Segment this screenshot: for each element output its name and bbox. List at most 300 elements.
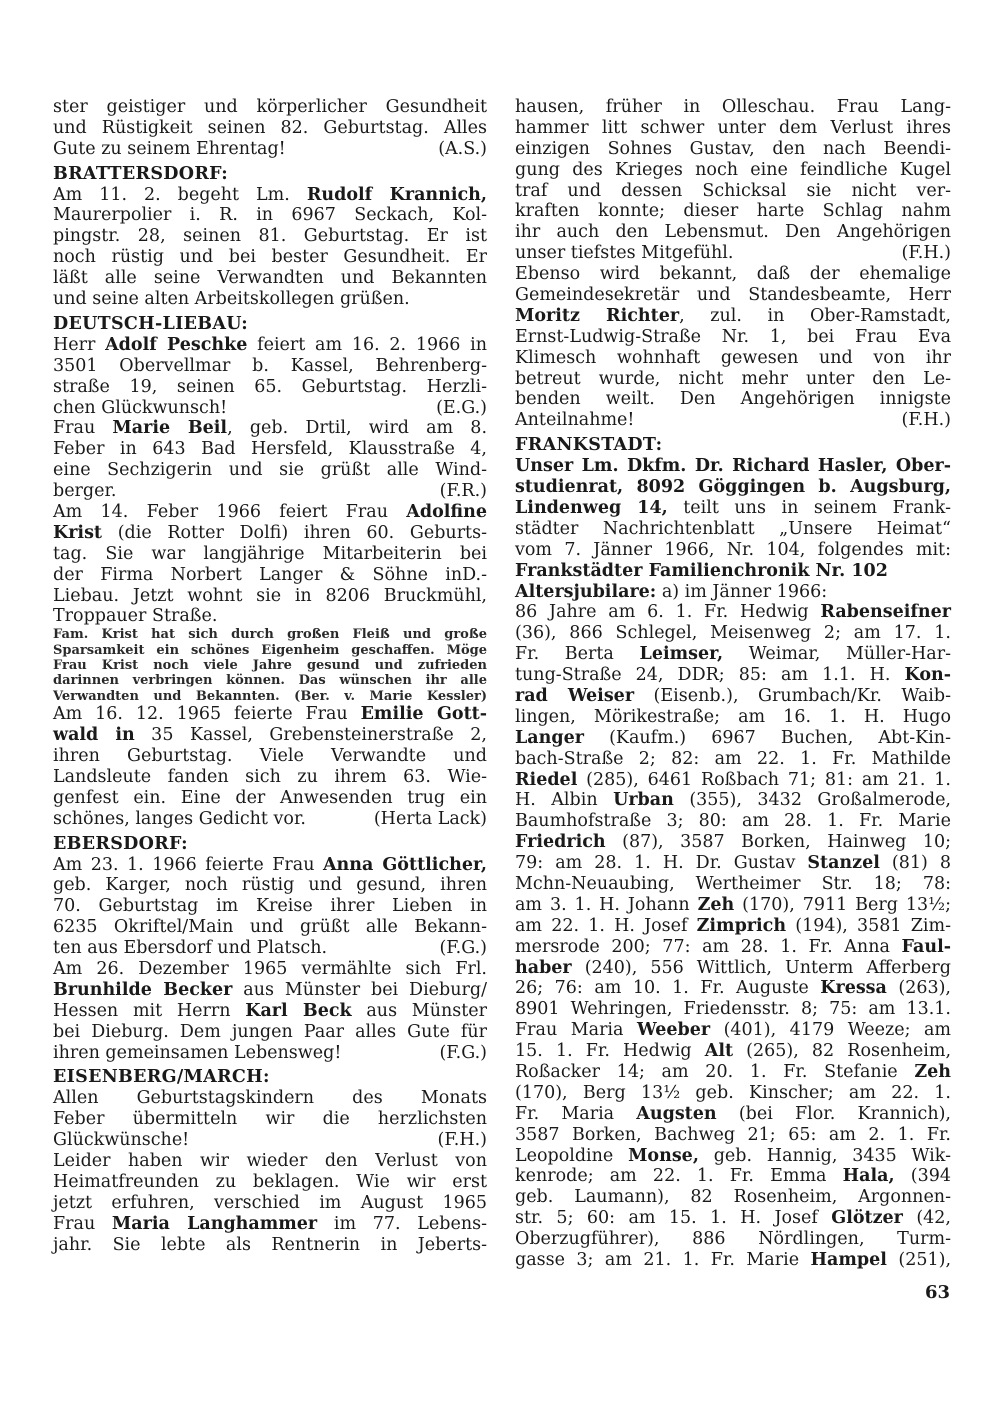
text-segment: (42, <box>902 1208 951 1229</box>
text-segment: hammer litt schwer unter dem Verlust ihres <box>515 117 951 138</box>
text-segment: , geb. Drtil, wird am 8. <box>227 418 488 439</box>
text-segment: (Eisenb.), Grumbach/Kr. Waib- <box>634 685 952 706</box>
text-line <box>53 398 487 419</box>
text-segment: Hessen mit Herrn <box>53 1000 246 1021</box>
text-segment: Am 11. 2. begeht Lm. <box>53 184 307 205</box>
paragraph <box>53 855 487 959</box>
bold-name: Moritz Richter <box>515 305 680 326</box>
text-segment: (170), Berg 13½ geb. Kinscher; am 22. 1. <box>515 1082 951 1103</box>
text-line <box>53 980 487 1001</box>
text-segment: (251), <box>886 1250 952 1270</box>
text-segment: 3501 Obervellmar b. Kassel, Behrenberg- <box>53 355 487 376</box>
section-heading: FRANKSTADT: <box>515 435 663 456</box>
text-segment: (394 <box>894 1166 951 1187</box>
text-line <box>515 602 951 623</box>
text-segment: Sparsamkeit ein schönes Eigenheim geschaffen. Möge <box>53 642 487 658</box>
bold-name: wald in <box>53 725 135 746</box>
text-segment: 70. Geburtstag im Kreise ihrer Lieben in <box>53 896 487 917</box>
text-segment: straße 19, seinen 65. Geburtstag. Herzli- <box>53 376 487 397</box>
text-line <box>53 917 487 938</box>
text-segment: 86 Jahre am 6. 1. Fr. Hedwig <box>515 602 821 623</box>
text-segment: ihren Geburtstag. Viele Verwandte und <box>53 746 487 767</box>
text-segment: Ernst-Ludwig-Straße Nr. 1, bei Frau Eva <box>515 326 951 347</box>
bold-name: Faul- <box>901 936 951 957</box>
bold-name: Glötzer <box>831 1208 903 1229</box>
text-line <box>53 97 487 118</box>
paragraph <box>53 502 487 627</box>
text-segment: berger. <box>53 481 117 502</box>
text-line <box>515 97 951 118</box>
bold-name: Frankstädter Familienchronik Nr. 102 <box>515 560 888 581</box>
text-segment: 6235 Okriftel/Main und grüßt alle Bekann- <box>53 917 487 938</box>
bold-name: Leimser, <box>639 644 724 665</box>
bold-name: Stanzel <box>807 853 880 874</box>
text-segment: 35 Kassel, Grebensteinerstraße 2, <box>134 725 487 746</box>
paragraph <box>53 97 487 160</box>
bold-name: Rabenseifner <box>820 602 951 623</box>
text-segment: Leopoldine <box>515 1145 629 1166</box>
text-line <box>53 418 487 439</box>
text-segment: (285), 6461 Roßbach 71; 81: am 21. 1. <box>577 769 951 790</box>
text-line <box>515 327 951 348</box>
text-segment: Landsleute fanden sich zu ihrem 63. Wie- <box>53 766 487 787</box>
text-segment: tung-Straße 24, DDR; 85: am 1.1. H. <box>515 665 905 686</box>
text-line <box>53 502 487 523</box>
text-segment: feiert am 16. 2. 1966 in <box>247 334 487 355</box>
text-line <box>515 1125 951 1146</box>
text-segment: Verwandten und Bekannten. (Ber. v. Marie Kessler) <box>53 688 487 704</box>
text-segment: Am 23. 1. 1966 feierte Frau <box>53 854 323 875</box>
bold-name: Augsten <box>636 1103 717 1124</box>
bold-name: Rudolf Krannich, <box>306 184 487 205</box>
text-line <box>53 725 487 746</box>
text-segment: (240), 556 Wittlich, Unterm Afferberg <box>571 957 951 978</box>
text-segment: Klimesch wohnhaft gewesen und von ihr <box>515 347 951 368</box>
paragraph <box>53 185 487 310</box>
bold-name: Urban <box>613 790 674 811</box>
text-line <box>53 704 487 725</box>
text-line <box>515 623 951 644</box>
bold-name: haber <box>515 957 572 978</box>
line-text <box>53 1130 189 1151</box>
text-line <box>515 477 951 498</box>
text-line <box>53 855 487 876</box>
text-line <box>515 348 951 369</box>
text-segment: Allen Geburtstagskindern des Monats <box>53 1088 487 1109</box>
text-line <box>53 896 487 917</box>
bold-name: Lindenweg 14, <box>515 497 668 518</box>
paragraph <box>515 602 951 1271</box>
text-line <box>515 937 951 958</box>
text-line <box>53 1088 487 1109</box>
text-line <box>53 767 487 788</box>
text-segment: (170), 7911 Berg 13½; <box>734 894 951 915</box>
text-segment: hausen, früher in Olleschau. Frau Lang- <box>515 97 951 117</box>
text-line <box>515 832 951 853</box>
text-segment: 26; 76: am 10. 1. Fr. Auguste <box>515 978 821 999</box>
text-line <box>515 811 951 832</box>
text-line <box>53 226 487 247</box>
section-heading: EISENBERG/MARCH: <box>53 1067 270 1088</box>
paragraph <box>53 1088 487 1151</box>
paragraph <box>53 335 487 419</box>
text-segment: darinnen verbringen können. Das wünschen ihr alle <box>53 673 487 689</box>
text-segment: kenrode; am 22. 1. Fr. Emma <box>515 1166 843 1187</box>
text-line <box>53 1022 487 1043</box>
text-line <box>515 999 951 1020</box>
text-line <box>515 916 951 937</box>
text-segment: (401), 4179 Weeze; am <box>710 1020 951 1041</box>
text-segment: ten aus Ebersdorf und Platsch. <box>53 938 328 959</box>
text-segment: unser tiefstes Mitgefühl. <box>515 243 734 264</box>
text-line <box>515 410 951 431</box>
bold-name: Langer <box>515 727 584 748</box>
text-segment: teilt uns in seinem Frank- <box>667 497 951 518</box>
paragraph <box>53 1151 487 1255</box>
text-segment: am 3. 1. H. Johann <box>515 894 698 915</box>
text-line <box>515 160 951 181</box>
bold-name: Alt <box>704 1041 734 1062</box>
text-segment: jahr. Sie lebte als Rentnerin in Jeberts- <box>53 1234 487 1255</box>
text-segment: geb. Karger, noch rüstig und gesund, ihren <box>53 875 487 896</box>
text-segment: aus Münster <box>351 1000 487 1021</box>
page-number: 63 <box>925 1282 951 1303</box>
text-line <box>53 1193 487 1214</box>
bold-name: Emilie Gott- <box>360 704 488 725</box>
text-segment: ihren gemeinsamen Lebensweg! <box>53 1042 342 1063</box>
text-line <box>515 644 951 665</box>
bold-name: rad Weiser <box>515 685 635 706</box>
text-segment: (87), 3587 Borken, Hainweg 10; <box>605 832 951 853</box>
text-segment: Oberzugführer), 886 Nördlingen, Turm- <box>515 1229 951 1250</box>
text-line <box>515 958 951 979</box>
bold-name: Adolfine <box>406 501 487 522</box>
text-segment: (265), 82 Rosenheim, <box>733 1041 952 1062</box>
text-line <box>515 978 951 999</box>
text-segment: Frau Maria <box>515 1020 637 1041</box>
text-line <box>515 285 951 306</box>
text-line <box>53 689 487 704</box>
text-segment: bei Dieburg. Dem jungen Paar alles Gute für <box>53 1021 487 1042</box>
text-line <box>53 289 487 310</box>
text-line <box>53 481 487 502</box>
text-line <box>515 1020 951 1041</box>
text-segment: am 22. 1. H. Josef <box>515 915 697 936</box>
section-heading: BRATTERSDORF: <box>53 163 229 184</box>
text-line <box>515 1208 951 1229</box>
text-line <box>515 498 951 519</box>
bold-name: Maria Langhammer <box>111 1213 318 1234</box>
bold-name: studienrat, 8092 Göggingen b. Augsburg, <box>515 477 951 498</box>
text-line <box>53 606 487 627</box>
text-line <box>53 205 487 226</box>
text-segment: vom 7. Jänner 1966, Nr. 104, folgendes mit: <box>515 539 951 560</box>
text-line <box>53 1043 487 1064</box>
text-line <box>53 658 487 673</box>
text-segment: ihr auch den Lebensmut. Den Angehörigen <box>515 222 951 243</box>
text-line <box>53 1130 487 1151</box>
bold-name: Monse, <box>628 1145 699 1166</box>
text-segment: (36), 866 Schlegel, Meisenweg 2; am 17. 1. <box>515 623 951 644</box>
text-line <box>515 1083 951 1104</box>
text-segment: Am 14. Feber 1966 feiert Frau <box>53 501 407 522</box>
text-segment: lingen, Mörikestraße; am 16. 1. H. Hugo <box>515 706 951 727</box>
text-segment: aus Münster bei Dieburg/ <box>232 979 487 1000</box>
bold-name: Altersjubilare: <box>515 581 657 602</box>
line-text <box>53 139 286 160</box>
text-segment: benden weilt. Den Angehörigen innigste <box>515 389 951 410</box>
text-line <box>515 874 951 895</box>
text-segment: Fr. Berta <box>515 644 640 665</box>
bold-name: Anna Göttlicher, <box>322 854 487 875</box>
text-line <box>53 1001 487 1022</box>
text-line <box>515 540 951 561</box>
text-segment: städter Nachrichtenblatt „Unsere Heimat“ <box>515 518 951 539</box>
text-segment: Roßacker 14; am 20. 1. Fr. Stefanie <box>515 1061 915 1082</box>
bold-name: Brunhilde Becker <box>53 979 233 1000</box>
text-line <box>53 544 487 565</box>
text-line <box>53 809 487 830</box>
text-segment: chen Glückwunsch! <box>53 397 228 418</box>
text-line <box>515 1146 951 1167</box>
line-text <box>53 938 327 959</box>
text-line <box>515 770 951 791</box>
text-segment: Feber in 643 Bad Hersfeld, Klausstraße 4, <box>53 439 487 460</box>
line-text <box>53 398 227 419</box>
paragraph <box>53 704 487 829</box>
text-line <box>515 1166 951 1187</box>
text-line <box>515 222 951 243</box>
text-segment: str. 5; 60: am 15. 1. H. Josef <box>515 1208 832 1229</box>
text-line <box>53 643 487 658</box>
text-line <box>53 938 487 959</box>
text-segment: Am 26. Dezember 1965 vermählte sich Frl. <box>53 958 487 979</box>
text-line <box>53 268 487 289</box>
text-segment: Fr. Maria <box>515 1103 637 1124</box>
text-line <box>53 1235 487 1256</box>
text-segment: Weimar, Müller-Har- <box>723 644 951 665</box>
bold-name: Krist <box>53 522 103 543</box>
bold-name: Adolf Peschke <box>105 334 248 355</box>
text-line <box>53 959 487 980</box>
bold-name: Zeh <box>697 894 735 915</box>
text-line <box>515 1062 951 1083</box>
text-segment: betreut wurde, nicht mehr unter den Le- <box>515 368 951 389</box>
text-segment: Leider haben wir wieder den Verlust von <box>53 1150 487 1171</box>
text-segment: (Kaufm.) 6967 Buchen, Abt-Kin- <box>583 727 951 748</box>
bold-name: Zimprich <box>696 915 787 936</box>
text-line <box>515 665 951 686</box>
text-segment: tag. Sie war langjährige Mitarbeiterin bei <box>53 543 487 564</box>
text-line <box>515 519 951 540</box>
line-text <box>515 410 634 431</box>
text-line <box>53 788 487 809</box>
text-segment: 3587 Borken, Bachweg 21; 65: am 2. 1. Fr. <box>515 1124 951 1145</box>
text-segment: (81) 8 <box>879 853 951 874</box>
text-line <box>53 875 487 896</box>
text-line <box>53 439 487 460</box>
bold-name: Zeh <box>914 1061 951 1082</box>
text-line <box>53 185 487 206</box>
text-line <box>53 523 487 544</box>
text-segment: Mchn-Neuaubing, Wertheimer Str. 18; 78: <box>515 873 951 894</box>
author-initials: (F.H.) <box>901 243 951 264</box>
text-segment: geb. Hannig, 3435 Wik- <box>698 1145 951 1166</box>
text-segment: pingstr. 28, seinen 81. Geburtstag. Er ist <box>53 226 487 247</box>
text-segment: (263), <box>886 978 951 999</box>
text-segment: (die Rotter Dolfi) ihren 60. Geburts- <box>102 522 487 543</box>
author-initials: (F.H.) <box>437 1130 487 1151</box>
text-segment: , zul. in Ober-Ramstadt, <box>679 305 951 326</box>
text-segment: gasse 3; am 21. 1. Fr. Marie <box>515 1250 811 1270</box>
bold-name: Hala, <box>842 1166 895 1187</box>
text-segment: läßt alle seine Verwandten und Bekannten <box>53 268 487 289</box>
text-line <box>515 456 951 477</box>
text-line <box>53 118 487 139</box>
text-line <box>53 1214 487 1235</box>
text-line <box>515 853 951 874</box>
text-segment: Ebenso wird bekannt, daß der ehemalige <box>515 264 951 285</box>
text-line <box>515 369 951 390</box>
text-segment: im 77. Lebens- <box>317 1213 487 1234</box>
text-segment: und Rüstigkeit seinen 82. Geburtstag. Alles <box>53 117 487 138</box>
text-segment: Frau <box>53 1213 112 1234</box>
text-line <box>53 586 487 607</box>
left-column <box>53 97 487 1255</box>
text-line <box>53 377 487 398</box>
text-segment: kraften konnte; dieser harte Schlag nahm <box>515 201 951 222</box>
paragraph <box>53 959 487 1063</box>
text-line <box>53 139 487 160</box>
bold-name: Unser Lm. Dkfm. Dr. Richard Hasler, Ober- <box>515 456 951 477</box>
bold-name: Weeber <box>636 1020 711 1041</box>
text-segment: bach-Straße 2; 82: am 22. 1. Fr. Mathilde <box>515 748 951 769</box>
section-heading: EBERSDORF: <box>53 833 188 854</box>
text-line <box>515 306 951 327</box>
text-line <box>515 728 951 749</box>
text-line <box>53 247 487 268</box>
text-line <box>515 201 951 222</box>
text-line <box>515 389 951 410</box>
line-text <box>515 243 733 264</box>
text-line <box>515 139 951 160</box>
paragraph <box>515 97 951 264</box>
text-segment: Anteilnahme! <box>515 410 635 431</box>
text-segment: 8901 Wehringen, Friedensstr. 8; 75: am 13.1. <box>515 999 951 1020</box>
text-segment: Am 16. 12. 1965 feierte Frau <box>53 704 361 725</box>
author-initials: (F.G.) <box>439 938 487 959</box>
line-text <box>53 481 117 502</box>
bold-name: Hampel <box>810 1250 887 1270</box>
text-line <box>53 335 487 356</box>
text-line <box>515 1187 951 1208</box>
author-initials: (Herta Lack) <box>373 808 487 829</box>
text-line <box>515 181 951 202</box>
paragraph <box>53 418 487 502</box>
bold-name: Kressa <box>820 978 887 999</box>
text-segment: und seine alten Arbeitskollegen grüßen. <box>53 289 410 310</box>
text-segment: Feber übermitteln wir die herzlichsten <box>53 1109 487 1130</box>
text-line <box>53 460 487 481</box>
text-line <box>515 790 951 811</box>
text-segment: Frau <box>53 418 113 439</box>
text-line <box>53 746 487 767</box>
text-segment: Heimatfreunden zu beklagen. Wie wir erst <box>53 1171 487 1192</box>
text-line <box>53 356 487 377</box>
text-line <box>515 1104 951 1125</box>
text-segment: der Firma Norbert Langer & Söhne inD.- <box>53 564 487 585</box>
paragraph <box>515 582 951 603</box>
author-initials: (F.H.) <box>901 410 951 431</box>
author-initials: (A.S.) <box>438 138 487 159</box>
bold-name: Marie Beil <box>112 418 228 439</box>
author-initials: (F.R.) <box>439 481 487 502</box>
text-segment: genfest ein. Eine der Anwesenden trug ein <box>53 787 487 808</box>
text-line <box>515 243 951 264</box>
text-segment: Frau Krist noch viele Jahre gesund und zufrieden <box>53 658 487 674</box>
text-segment: Herr <box>53 334 106 355</box>
text-line <box>53 1109 487 1130</box>
text-segment: 79: am 28. 1. H. Dr. Gustav <box>515 853 808 874</box>
text-segment: (bei Flor. Krannich), <box>716 1103 951 1124</box>
text-line <box>515 1041 951 1062</box>
paragraph <box>515 456 951 581</box>
section-heading: DEUTSCH-LIEBAU: <box>53 313 248 334</box>
line-text <box>53 809 306 830</box>
text-line <box>53 627 487 642</box>
line-text <box>53 1043 341 1064</box>
text-segment: Troppauer Straße. <box>53 606 218 627</box>
text-line <box>515 1250 951 1271</box>
text-segment: ster geistiger und körperlicher Gesundheit <box>53 97 487 117</box>
author-initials: (E.G.) <box>436 397 487 418</box>
text-segment: einzigen Sohnes Gustav, den nach Beendi- <box>515 138 951 159</box>
bold-name: Kon- <box>904 665 951 686</box>
text-segment: Gute zu seinem Ehrentag! <box>53 138 286 159</box>
text-segment: jetzt erfuhren, verschied im August 1965 <box>53 1192 487 1213</box>
bold-name: Karl Beck <box>245 1000 352 1021</box>
text-segment: gung des Krieges noch eine feindliche Kugel <box>515 159 951 180</box>
text-line <box>53 673 487 688</box>
text-segment: Glückwünsche! <box>53 1130 190 1151</box>
text-segment: traf und dessen Schicksal sie nicht ver- <box>515 180 951 201</box>
text-segment: Gemeindesekretär und Standesbeamte, Herr <box>515 285 951 306</box>
text-segment: a) im Jänner 1966: <box>656 581 828 602</box>
text-line <box>515 749 951 770</box>
right-column <box>515 97 951 1271</box>
text-segment: geb. Laumann), 82 Rosenheim, Argonnen- <box>515 1187 951 1208</box>
text-segment: schönes, langes Gedicht vor. <box>53 808 306 829</box>
text-line <box>515 264 951 285</box>
text-line <box>515 686 951 707</box>
text-segment: eine Sechzigerin und sie grüßt alle Wind- <box>53 460 487 481</box>
text-line <box>515 1229 951 1250</box>
text-segment: (355), 3432 Großalmerode, <box>673 790 951 811</box>
text-segment: (194), 3581 Zim- <box>786 915 952 936</box>
text-segment: 15. 1. Fr. Hedwig <box>515 1041 705 1062</box>
text-line <box>515 561 951 582</box>
paragraph <box>515 264 951 431</box>
note-paragraph <box>53 627 487 704</box>
text-segment: H. Albin <box>515 790 614 811</box>
text-line <box>515 582 951 603</box>
text-segment: Maurerpolier i. R. in 6967 Seckach, Kol- <box>53 205 487 226</box>
bold-name: Friedrich <box>515 832 606 853</box>
text-segment: Liebau. Jetzt wohnt sie in 8206 Bruckmühl, <box>53 585 487 606</box>
text-line <box>53 1172 487 1193</box>
author-initials: (F.G.) <box>439 1042 487 1063</box>
text-line <box>515 707 951 728</box>
